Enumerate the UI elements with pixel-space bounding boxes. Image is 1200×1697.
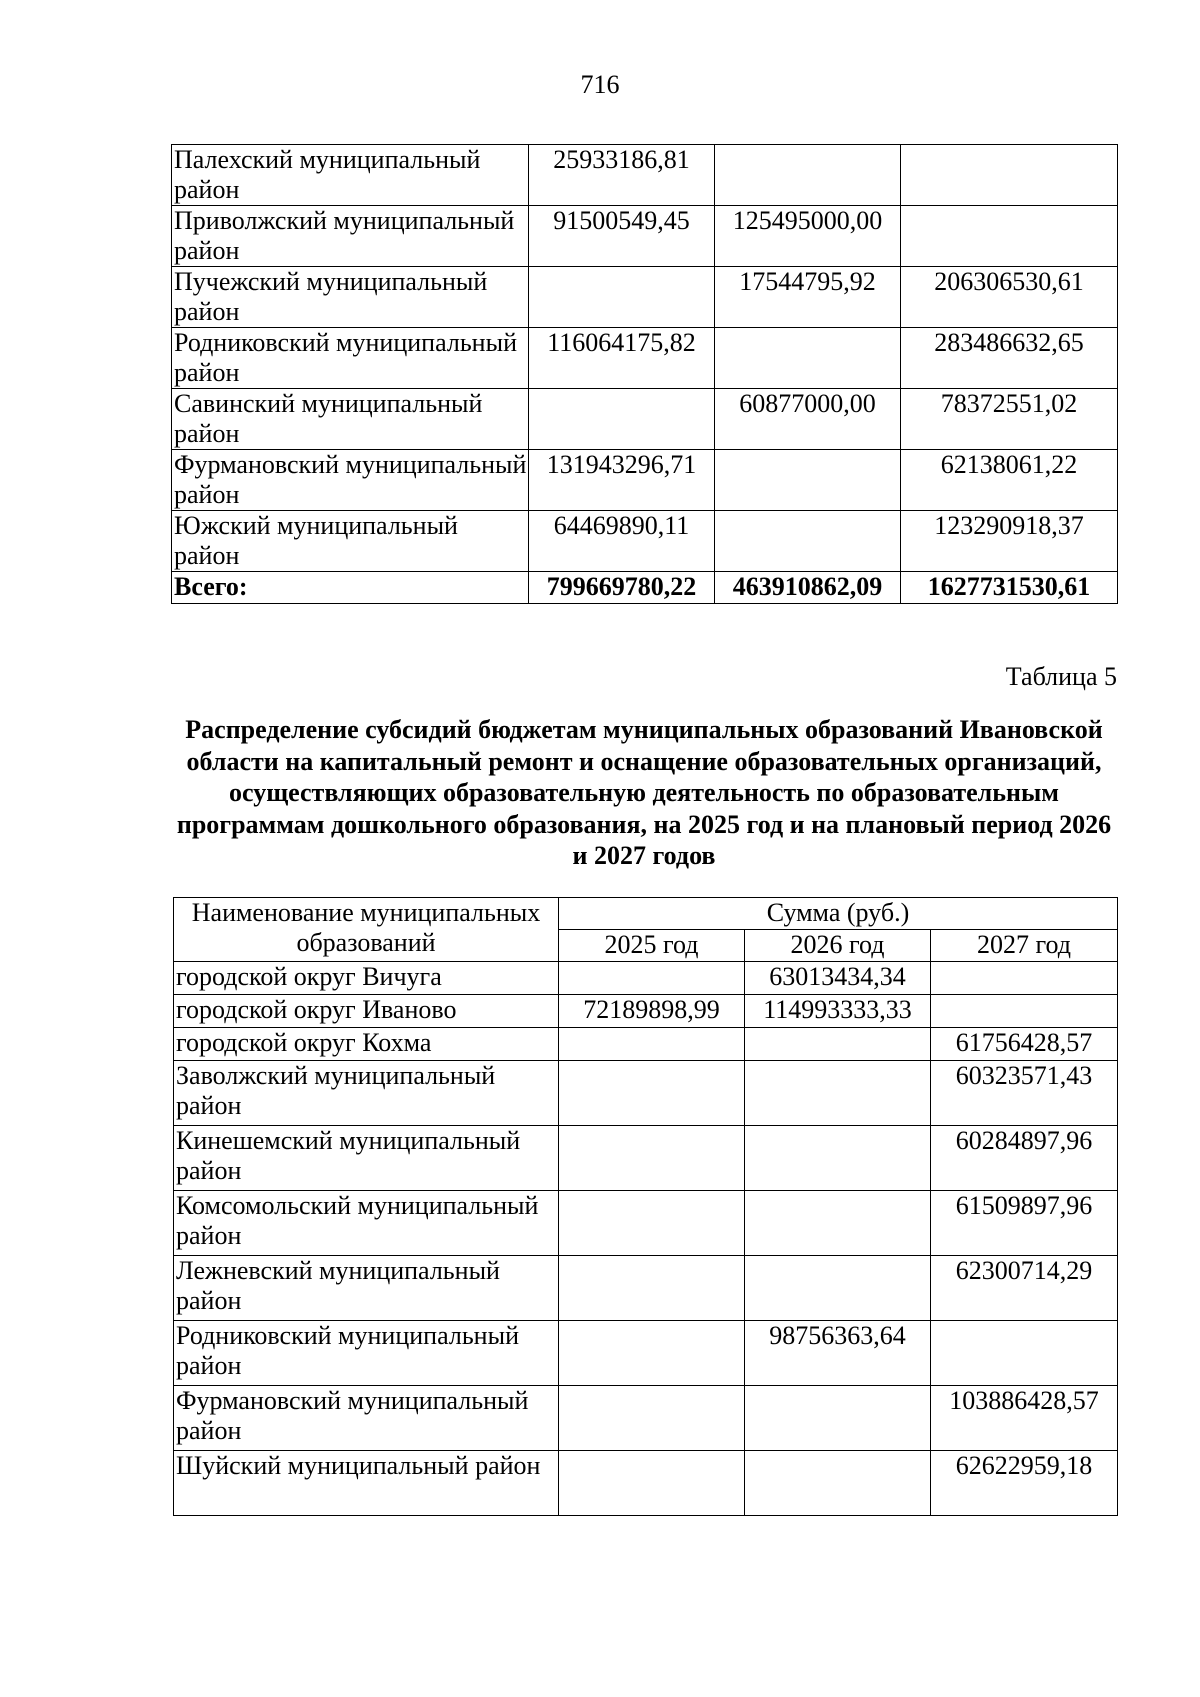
value-2026: [745, 1028, 931, 1061]
value-2025: 91500549,45: [529, 206, 715, 267]
table-row: [174, 962, 1118, 995]
table-row: [172, 267, 1118, 328]
subsidy-distribution-table: [173, 897, 1118, 1516]
value-2025: 131943296,71: [529, 450, 715, 511]
value-2025: [559, 962, 745, 995]
value-2027: 62300714,29: [931, 1256, 1118, 1321]
column-header-2027: 2027 год: [931, 930, 1118, 962]
total-2026: 463910862,09: [715, 572, 901, 604]
value-2026: 114993333,33: [745, 995, 931, 1028]
row-name: Лежневский муниципальный район: [174, 1256, 559, 1321]
value-2025: [559, 1126, 745, 1191]
total-2025: 799669780,22: [529, 572, 715, 604]
header-row: [174, 898, 1118, 930]
value-2027: 103886428,57: [931, 1386, 1118, 1451]
value-2026: [745, 1191, 931, 1256]
total-2027: 1627731530,61: [901, 572, 1118, 604]
table-row: [174, 1451, 1118, 1516]
table-row: [172, 511, 1118, 572]
value-2026: [715, 145, 901, 206]
value-2027: 60284897,96: [931, 1126, 1118, 1191]
page-number: 716: [580, 70, 620, 99]
total-label: Всего:: [172, 572, 529, 604]
row-name: городской округ Иваново: [174, 995, 559, 1028]
table-row: [174, 1321, 1118, 1386]
value-2027: 62138061,22: [901, 450, 1118, 511]
value-2025: 116064175,82: [529, 328, 715, 389]
row-name: Родниковский муниципальный район: [172, 328, 529, 389]
value-2027: 62622959,18: [931, 1451, 1118, 1516]
row-name: Пучежский муниципальный район: [172, 267, 529, 328]
table-row: [172, 145, 1118, 206]
value-2027: [931, 1321, 1118, 1386]
table-row: [172, 389, 1118, 450]
value-2027: [931, 962, 1118, 995]
column-header-2025: 2025 год: [559, 930, 745, 962]
row-name: городской округ Вичуга: [174, 962, 559, 995]
row-name: Комсомольский муниципальный район: [174, 1191, 559, 1256]
row-name: городской округ Кохма: [174, 1028, 559, 1061]
value-2026: [745, 1256, 931, 1321]
table-row: [174, 1126, 1118, 1191]
row-name: Палехский муниципальный район: [172, 145, 529, 206]
value-2026: [745, 1451, 931, 1516]
value-2027: [901, 206, 1118, 267]
value-2026: [745, 1061, 931, 1126]
table-caption: Таблица 5: [1005, 662, 1117, 691]
value-2025: [559, 1321, 745, 1386]
value-2026: [715, 450, 901, 511]
value-2025: [559, 1451, 745, 1516]
value-2027: 60323571,43: [931, 1061, 1118, 1126]
row-name: Родниковский муниципальный район: [174, 1321, 559, 1386]
value-2027: [901, 145, 1118, 206]
table-title: Распределение субсидий бюджетам муниципальных образований Ивановской области на капитальный ремонт и оснащение образовательных организаций, осуществляющих образовательную деятельность по образовательным программам дошкольного образования, на 2025 год и на плановый период 2026 и 2027 годов: [176, 715, 1112, 870]
total-row: [172, 572, 1118, 604]
row-name: Фурмановский муниципальный район: [174, 1386, 559, 1451]
table-row: [174, 1028, 1118, 1061]
continued-subsidy-table: [171, 144, 1118, 604]
value-2026: [745, 1386, 931, 1451]
row-name: Заволжский муниципальный район: [174, 1061, 559, 1126]
table-row: [174, 1386, 1118, 1451]
value-2027: 61756428,57: [931, 1028, 1118, 1061]
value-2025: [559, 1061, 745, 1126]
column-header-name: Наименование муниципальных образований: [174, 898, 559, 962]
table-row: [172, 328, 1118, 389]
column-header-2026: 2026 год: [745, 930, 931, 962]
value-2026: 98756363,64: [745, 1321, 931, 1386]
value-2025: [529, 267, 715, 328]
value-2026: 60877000,00: [715, 389, 901, 450]
value-2026: [715, 328, 901, 389]
value-2025: [559, 1386, 745, 1451]
table-row: [174, 1061, 1118, 1126]
value-2025: [529, 389, 715, 450]
table-row: [172, 206, 1118, 267]
table-row: [174, 1256, 1118, 1321]
value-2026: 17544795,92: [715, 267, 901, 328]
row-name: Приволжский муниципальный район: [172, 206, 529, 267]
row-name: Фурмановский муниципальный район: [172, 450, 529, 511]
value-2026: [745, 1126, 931, 1191]
value-2027: 78372551,02: [901, 389, 1118, 450]
column-header-sum: Сумма (руб.): [559, 898, 1118, 930]
value-2026: [715, 511, 901, 572]
value-2027: 206306530,61: [901, 267, 1118, 328]
row-name: Шуйский муниципальный район: [174, 1451, 559, 1516]
value-2027: [931, 995, 1118, 1028]
value-2025: 64469890,11: [529, 511, 715, 572]
value-2025: [559, 1028, 745, 1061]
value-2026: 63013434,34: [745, 962, 931, 995]
value-2026: 125495000,00: [715, 206, 901, 267]
value-2025: 72189898,99: [559, 995, 745, 1028]
row-name: Савинский муниципальный район: [172, 389, 529, 450]
table-row: [174, 995, 1118, 1028]
value-2025: [559, 1256, 745, 1321]
table-row: [172, 450, 1118, 511]
value-2027: 123290918,37: [901, 511, 1118, 572]
row-name: Кинешемский муниципальный район: [174, 1126, 559, 1191]
table-row: [174, 1191, 1118, 1256]
value-2027: 283486632,65: [901, 328, 1118, 389]
value-2027: 61509897,96: [931, 1191, 1118, 1256]
value-2025: 25933186,81: [529, 145, 715, 206]
value-2025: [559, 1191, 745, 1256]
row-name: Южский муниципальный район: [172, 511, 529, 572]
